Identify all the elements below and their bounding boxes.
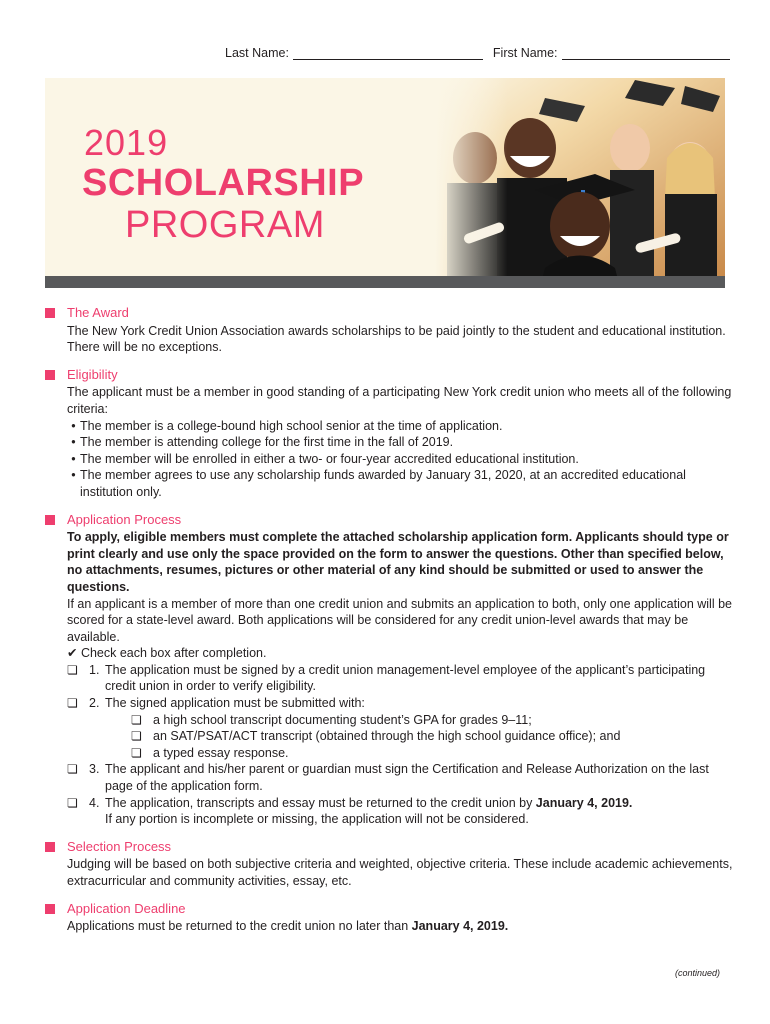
selection-body: Judging will be based on both subjective criteria and weighted, objective criteria. These include academic achievements, extracurricular and community activities, essay, etc. (67, 857, 733, 888)
checklist-subitem: ❏ a high school transcript documenting student’s GPA for grades 9–11; (131, 712, 532, 727)
checkbox-icon[interactable]: ❏ (67, 662, 78, 677)
square-bullet-icon (45, 308, 55, 318)
process-heading: Application Process (45, 512, 735, 529)
square-bullet-icon (45, 515, 55, 525)
process-note: If an applicant is a member of more than one credit union and submits an application to both, only one application will be scored for a state-level award. Both applications will be considered for any credit union-level awards that may be available. (67, 596, 732, 644)
list-item: • The member agrees to use any scholarship funds awarded by January 31, 2020, at an accredited educational institution only. (71, 468, 686, 499)
checklist-item-3: ❏ 3. The applicant and his/her parent or guardian must sign the Certification and Release Authorization on the last page of the application form. (67, 762, 709, 794)
selection-heading: Selection Process (45, 839, 735, 856)
process-bold-intro: To apply, eligible members must complete the attached scholarship application form. Applicants should type or print clearly and use only the space provided on the form to answer the questions. Other than specified below, no attachments, resumes, pictures or other material of any kind should be submitted or used to answer the questions. (67, 530, 729, 594)
banner-divider (45, 276, 725, 288)
graduates-photo-icon (435, 78, 725, 276)
checkbox-icon[interactable]: ❏ (67, 795, 78, 810)
last-name-field[interactable] (293, 47, 483, 60)
section-award (45, 305, 735, 356)
scholarship-banner (45, 78, 725, 276)
square-bullet-icon (45, 842, 55, 852)
name-fields (225, 46, 730, 60)
square-bullet-icon (45, 370, 55, 380)
checklist-subitem: ❏ a typed essay response. (131, 745, 289, 760)
section-selection (45, 839, 735, 890)
checkbox-icon[interactable]: ❏ (131, 712, 142, 727)
checklist-subitem: ❏ an SAT/PSAT/ACT transcript (obtained through the high school guidance office); and (131, 729, 621, 744)
checklist-item-1: ❏ 1. The application must be signed by a credit union management-level employee of the applicant’s participating credit union in order to verify eligibility. (67, 662, 706, 694)
award-heading: The Award (45, 305, 735, 322)
checklist-item-4: ❏ 4. The application, transcripts and essay must be returned to the credit union by January 4, 2019. If any portion is incomplete or missing, the application will not be considered. (67, 795, 633, 827)
checkbox-icon[interactable]: ❏ (67, 762, 78, 777)
check-instruction: ✔ Check each box after completion. (67, 646, 267, 661)
section-eligibility (45, 367, 735, 501)
checklist-item-2: ❏ 2. The signed application must be submitted with: (67, 696, 365, 711)
last-name-label: Last Name: (225, 46, 289, 60)
eligibility-heading: Eligibility (45, 367, 735, 384)
section-deadline (45, 901, 735, 935)
first-name-label: First Name: (492, 46, 558, 60)
continued-note: (continued) (674, 968, 720, 978)
award-body: The New York Credit Union Association awards scholarships to be paid jointly to the student and educational institution. There will be no exceptions. (67, 323, 726, 355)
checkbox-icon[interactable]: ❏ (131, 745, 142, 760)
banner-year: 2019 (84, 122, 169, 163)
checkbox-icon[interactable]: ❏ (67, 696, 78, 711)
square-bullet-icon (45, 904, 55, 914)
checkbox-icon[interactable]: ❏ (131, 729, 142, 744)
eligibility-intro: The applicant must be a member in good standing of a participating New York credit union who meets all of the following criteria: (67, 385, 732, 416)
list-item: • The member is a college-bound high school senior at the time of application. (71, 418, 503, 433)
banner-title-line2: PROGRAM (125, 204, 325, 246)
deadline-heading: Application Deadline (45, 901, 735, 918)
banner-title-line1: SCHOLARSHIP (82, 162, 365, 204)
deadline-body: Applications must be returned to the credit union no later than January 4, 2019. (67, 919, 509, 934)
document-body (45, 305, 735, 946)
list-item: • The member is attending college for the first time in the fall of 2019. (71, 435, 454, 450)
section-application-process (45, 512, 735, 828)
list-item: • The member will be enrolled in either a two- or four-year accredited educational institution. (71, 451, 579, 466)
first-name-field[interactable] (562, 47, 730, 60)
